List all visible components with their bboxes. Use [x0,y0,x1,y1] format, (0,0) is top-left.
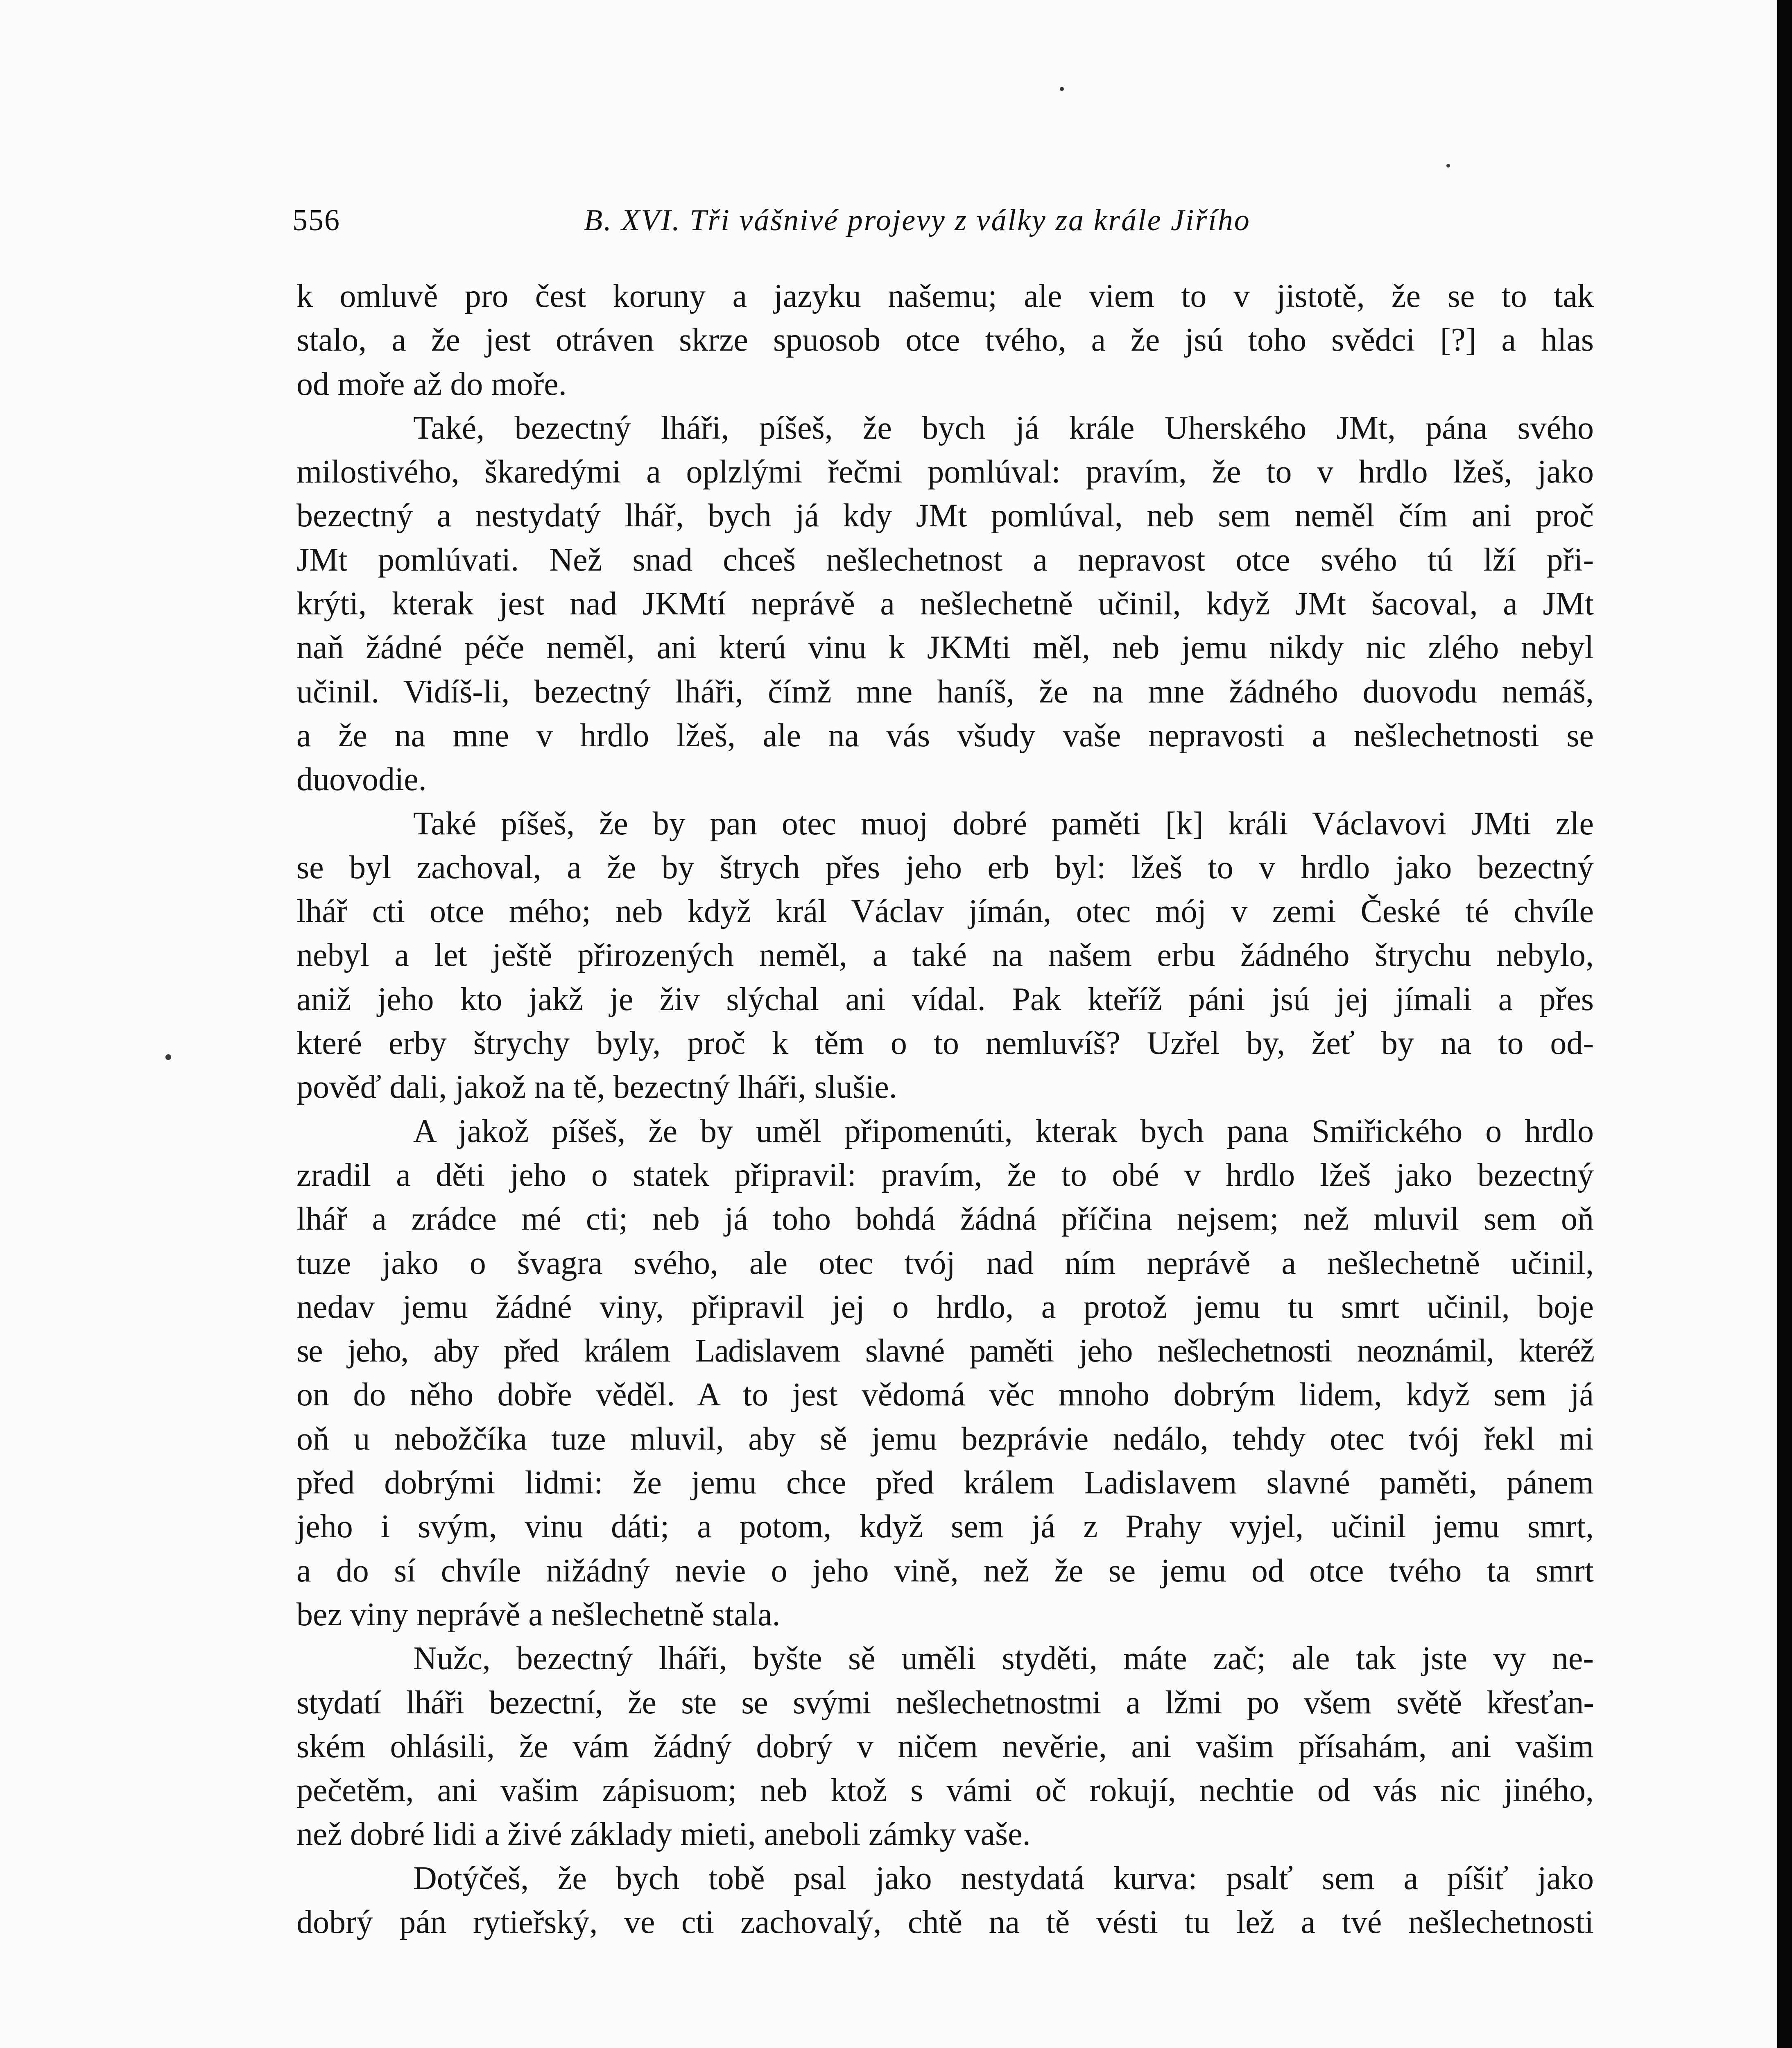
scan-speck [165,1054,171,1060]
text-line: JMt pomlúvati. Než snad chceš nešlechetnost a nepravost otce svého tú lží při- [296,541,1594,578]
scan-speck [1060,87,1064,91]
text-line: se byl zachoval, a že by štrych přes jeho erb byl: lžeš to v hrdlo jako bezectný [296,849,1594,886]
scan-speck [1446,164,1450,168]
text-line: Také, bezectný lháři, píšeš, že bych já krále Uherského JMt, pána svého [413,410,1594,446]
text-line: naň žádné péče neměl, ani kterú vinu k JKMti měl, neb jemu nikdy nic zlého nebyl [296,630,1594,666]
text-line: nedav jemu žádné viny, připravil jej o hrdlo, a protož jemu tu smrt učinil, boje [296,1289,1594,1325]
text-line: lhář a zrádce mé cti; neb já toho bohdá žádná příčina nejsem; než mluvil sem oň [296,1201,1594,1237]
text-line: které erby štrychy byly, proč k těm o to nemluvíš? Uzřel by, žeť by na to od- [296,1025,1594,1062]
text-line: jeho i svým, vinu dáti; a potom, když sem já z Prahy vyjel, učinil jemu smrt, [296,1509,1594,1545]
body-text [296,274,1594,1944]
text-line: od moře až do moře. [296,366,567,402]
text-line: Dotýčeš, že bych tobě psal jako nestydatá kurva: psalť sem a píšiť jako [413,1860,1594,1896]
text-line: Také píšeš, že by pan otec muoj dobré paměti [k] králi Václavovi JMti zle [413,805,1594,842]
text-line: lhář cti otce mého; neb když král Václav jímán, otec mój v zemi České té chvíle [296,893,1594,930]
text-line: před dobrými lidmi: že jemu chce před králem Ladislavem slavné paměti, pánem [296,1465,1594,1501]
text-line: pečetěm, ani vašim zápisuom; neb ktož s vámi oč rokují, nechtie od vás nic jiného, [296,1772,1594,1809]
text-line: krýti, kterak jest nad JKMtí neprávě a nešlechetně učinil, když JMt šacoval, a JMt [296,586,1594,622]
text-line: bezectný a nestydatý lhář, bych já kdy JMt pomlúval, neb sem neměl čím ani proč [296,498,1594,534]
text-line: oň u nebožčíka tuze mluvil, aby sě jemu bezprávie nedálo, tehdy otec tvój řekl mi [296,1420,1594,1457]
running-title: B. XVI. Tři vášnivé projevy z války za krále Jiřího [584,204,1251,237]
text-line: a do sí chvíle nižádný nevie o jeho vině, než že se jemu od otce tvého ta smrt [296,1552,1594,1589]
text-line: stydatí lháři bezectní, že ste se svými nešlechetnostmi a lžmi po všem světě křesťan- [296,1684,1594,1721]
text-line: k omluvě pro čest koruny a jazyku našemu; ale viem to v jistotě, že se to tak [296,278,1594,314]
text-line: dobrý pán rytieřský, ve cti zachovalý, chtě na tě vésti tu lež a tvé nešlechetnosti [296,1904,1594,1940]
text-line: milostivého, škaredými a oplzlými řečmi pomlúval: pravím, že to v hrdlo lžeš, jako [296,454,1594,490]
page-header [292,200,1324,249]
text-line: aniž jeho kto jakž je živ slýchal ani vídal. Pak kteříž páni jsú jej jímali a přes [296,981,1594,1017]
text-line: ském ohlásili, že vám žádný dobrý v ničem nevěrie, ani vašim přísahám, ani vašim [296,1728,1594,1765]
page-number: 556 [292,204,340,237]
text-line: zradil a děti jeho o statek připravil: pravím, že to obé v hrdlo lžeš jako bezectný [296,1157,1594,1193]
text-line: duovodie. [296,761,427,798]
text-line: než dobré lidi a živé základy mieti, aneboli zámky vaše. [296,1816,1031,1853]
text-line: Nužc, bezectný lháři, byšte sě uměli styděti, máte zač; ale tak jste vy ne- [413,1640,1594,1677]
text-line: stalo, a že jest otráven skrze spuosob otce tvého, a že jsú toho svědci [?] a hlas [296,322,1594,358]
text-line: nebyl a let ještě přirozených neměl, a také na našem erbu žádného štrychu nebylo, [296,937,1594,974]
text-line: pověď dali, jakož na tě, bezectný lháři, slušie. [296,1069,897,1106]
text-line: a že na mne v hrdlo lžeš, ale na vás všudy vaše nepravosti a nešlechetnosti se [296,717,1594,754]
scan-border-right [1777,0,1792,2048]
text-line: bez viny neprávě a nešlechetně stala. [296,1596,781,1633]
text-line: tuze jako o švagra svého, ale otec tvój nad ním neprávě a nešlechetně učinil, [296,1245,1594,1281]
text-line: se jeho, aby před králem Ladislavem slavné paměti jeho nešlechetnosti neoznámil, kteréž [296,1333,1594,1369]
text-line: učinil. Vidíš-li, bezectný lháři, čímž mne haníš, že na mne žádného duovodu nemáš, [296,673,1594,710]
text-line: on do něho dobře věděl. A to jest vědomá věc mnoho dobrým lidem, když sem já [296,1377,1594,1413]
text-line: A jakož píšeš, že by uměl připomenúti, kterak bych pana Smiřického o hrdlo [413,1113,1594,1149]
